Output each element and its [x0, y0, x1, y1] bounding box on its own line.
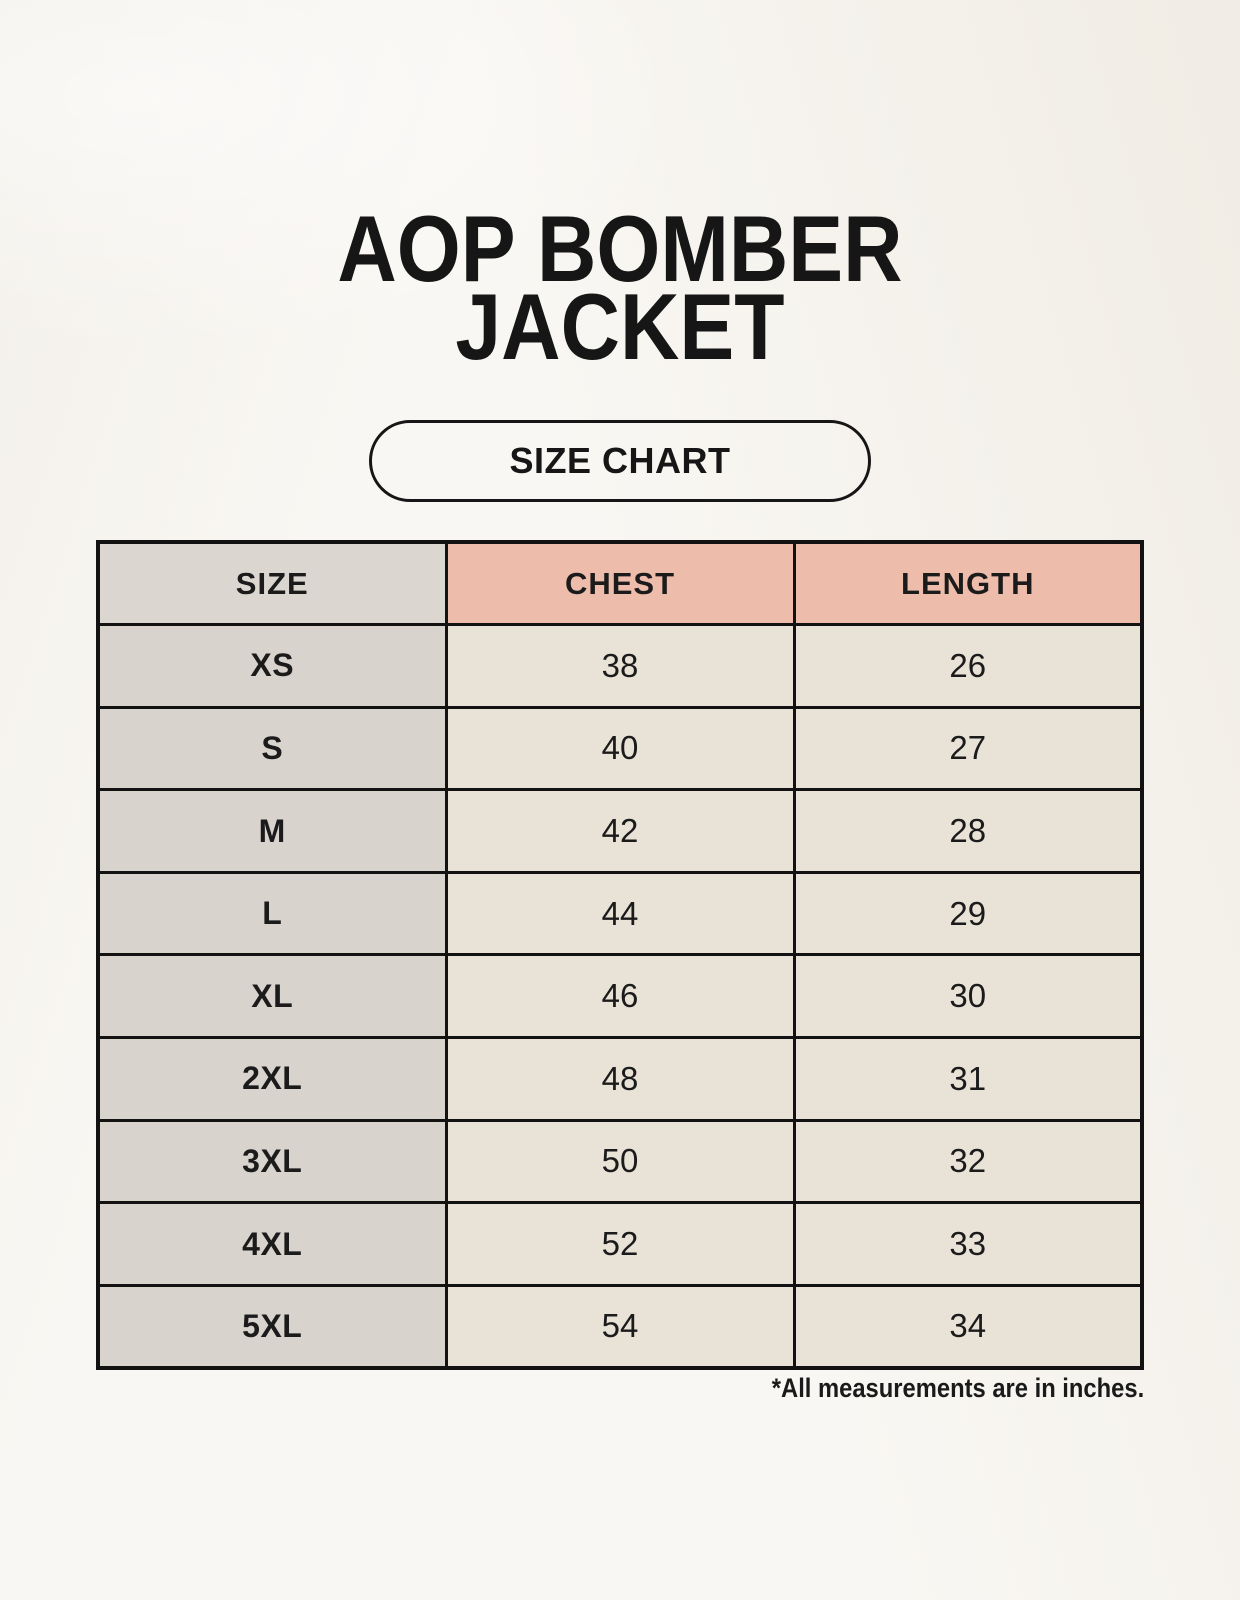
row-chest-value: 38 [446, 625, 794, 708]
row-size-label: 2XL [98, 1038, 446, 1121]
row-chest-value: 40 [446, 707, 794, 790]
size-chart-badge-label: SIZE CHART [509, 440, 731, 481]
product-title [0, 196, 1240, 379]
row-length-value: 31 [794, 1038, 1142, 1121]
measurements-note: *All measurements are in inches. [771, 1373, 1144, 1403]
table-row [98, 625, 1142, 708]
row-length-value: 34 [794, 1285, 1142, 1368]
row-length-value: 28 [794, 790, 1142, 873]
table-row [98, 1285, 1142, 1368]
table-row [98, 790, 1142, 873]
table-row [98, 1038, 1142, 1121]
row-chest-value: 46 [446, 955, 794, 1038]
row-length-value: 26 [794, 625, 1142, 708]
row-length-value: 33 [794, 1203, 1142, 1286]
row-length-value: 29 [794, 872, 1142, 955]
row-size-label: 3XL [98, 1120, 446, 1203]
size-table-header [98, 542, 1142, 625]
product-title-line2: JACKET [455, 274, 785, 379]
row-length-value: 27 [794, 707, 1142, 790]
row-chest-value: 52 [446, 1203, 794, 1286]
row-length-value: 30 [794, 955, 1142, 1038]
row-chest-value: 42 [446, 790, 794, 873]
table-row [98, 955, 1142, 1038]
row-chest-value: 48 [446, 1038, 794, 1121]
row-chest-value: 50 [446, 1120, 794, 1203]
row-chest-value: 54 [446, 1285, 794, 1368]
header-cell-size: SIZE [98, 542, 446, 625]
row-size-label: S [98, 707, 446, 790]
row-size-label: XL [98, 955, 446, 1038]
table-row [98, 1120, 1142, 1203]
product-title-line1: AOP BOMBER [337, 196, 903, 301]
row-chest-value: 44 [446, 872, 794, 955]
row-size-label: 5XL [98, 1285, 446, 1368]
size-chart-badge [369, 420, 871, 502]
row-size-label: 4XL [98, 1203, 446, 1286]
table-row [98, 707, 1142, 790]
size-table-body [98, 625, 1142, 1368]
table-row [98, 1203, 1142, 1286]
row-length-value: 32 [794, 1120, 1142, 1203]
header-cell-chest: CHEST [446, 542, 794, 625]
table-row [98, 872, 1142, 955]
header-row [98, 542, 1142, 625]
row-size-label: M [98, 790, 446, 873]
product-title-text [337, 196, 903, 379]
row-size-label: L [98, 872, 446, 955]
size-table [96, 540, 1144, 1370]
header-cell-length: LENGTH [794, 542, 1142, 625]
row-size-label: XS [98, 625, 446, 708]
